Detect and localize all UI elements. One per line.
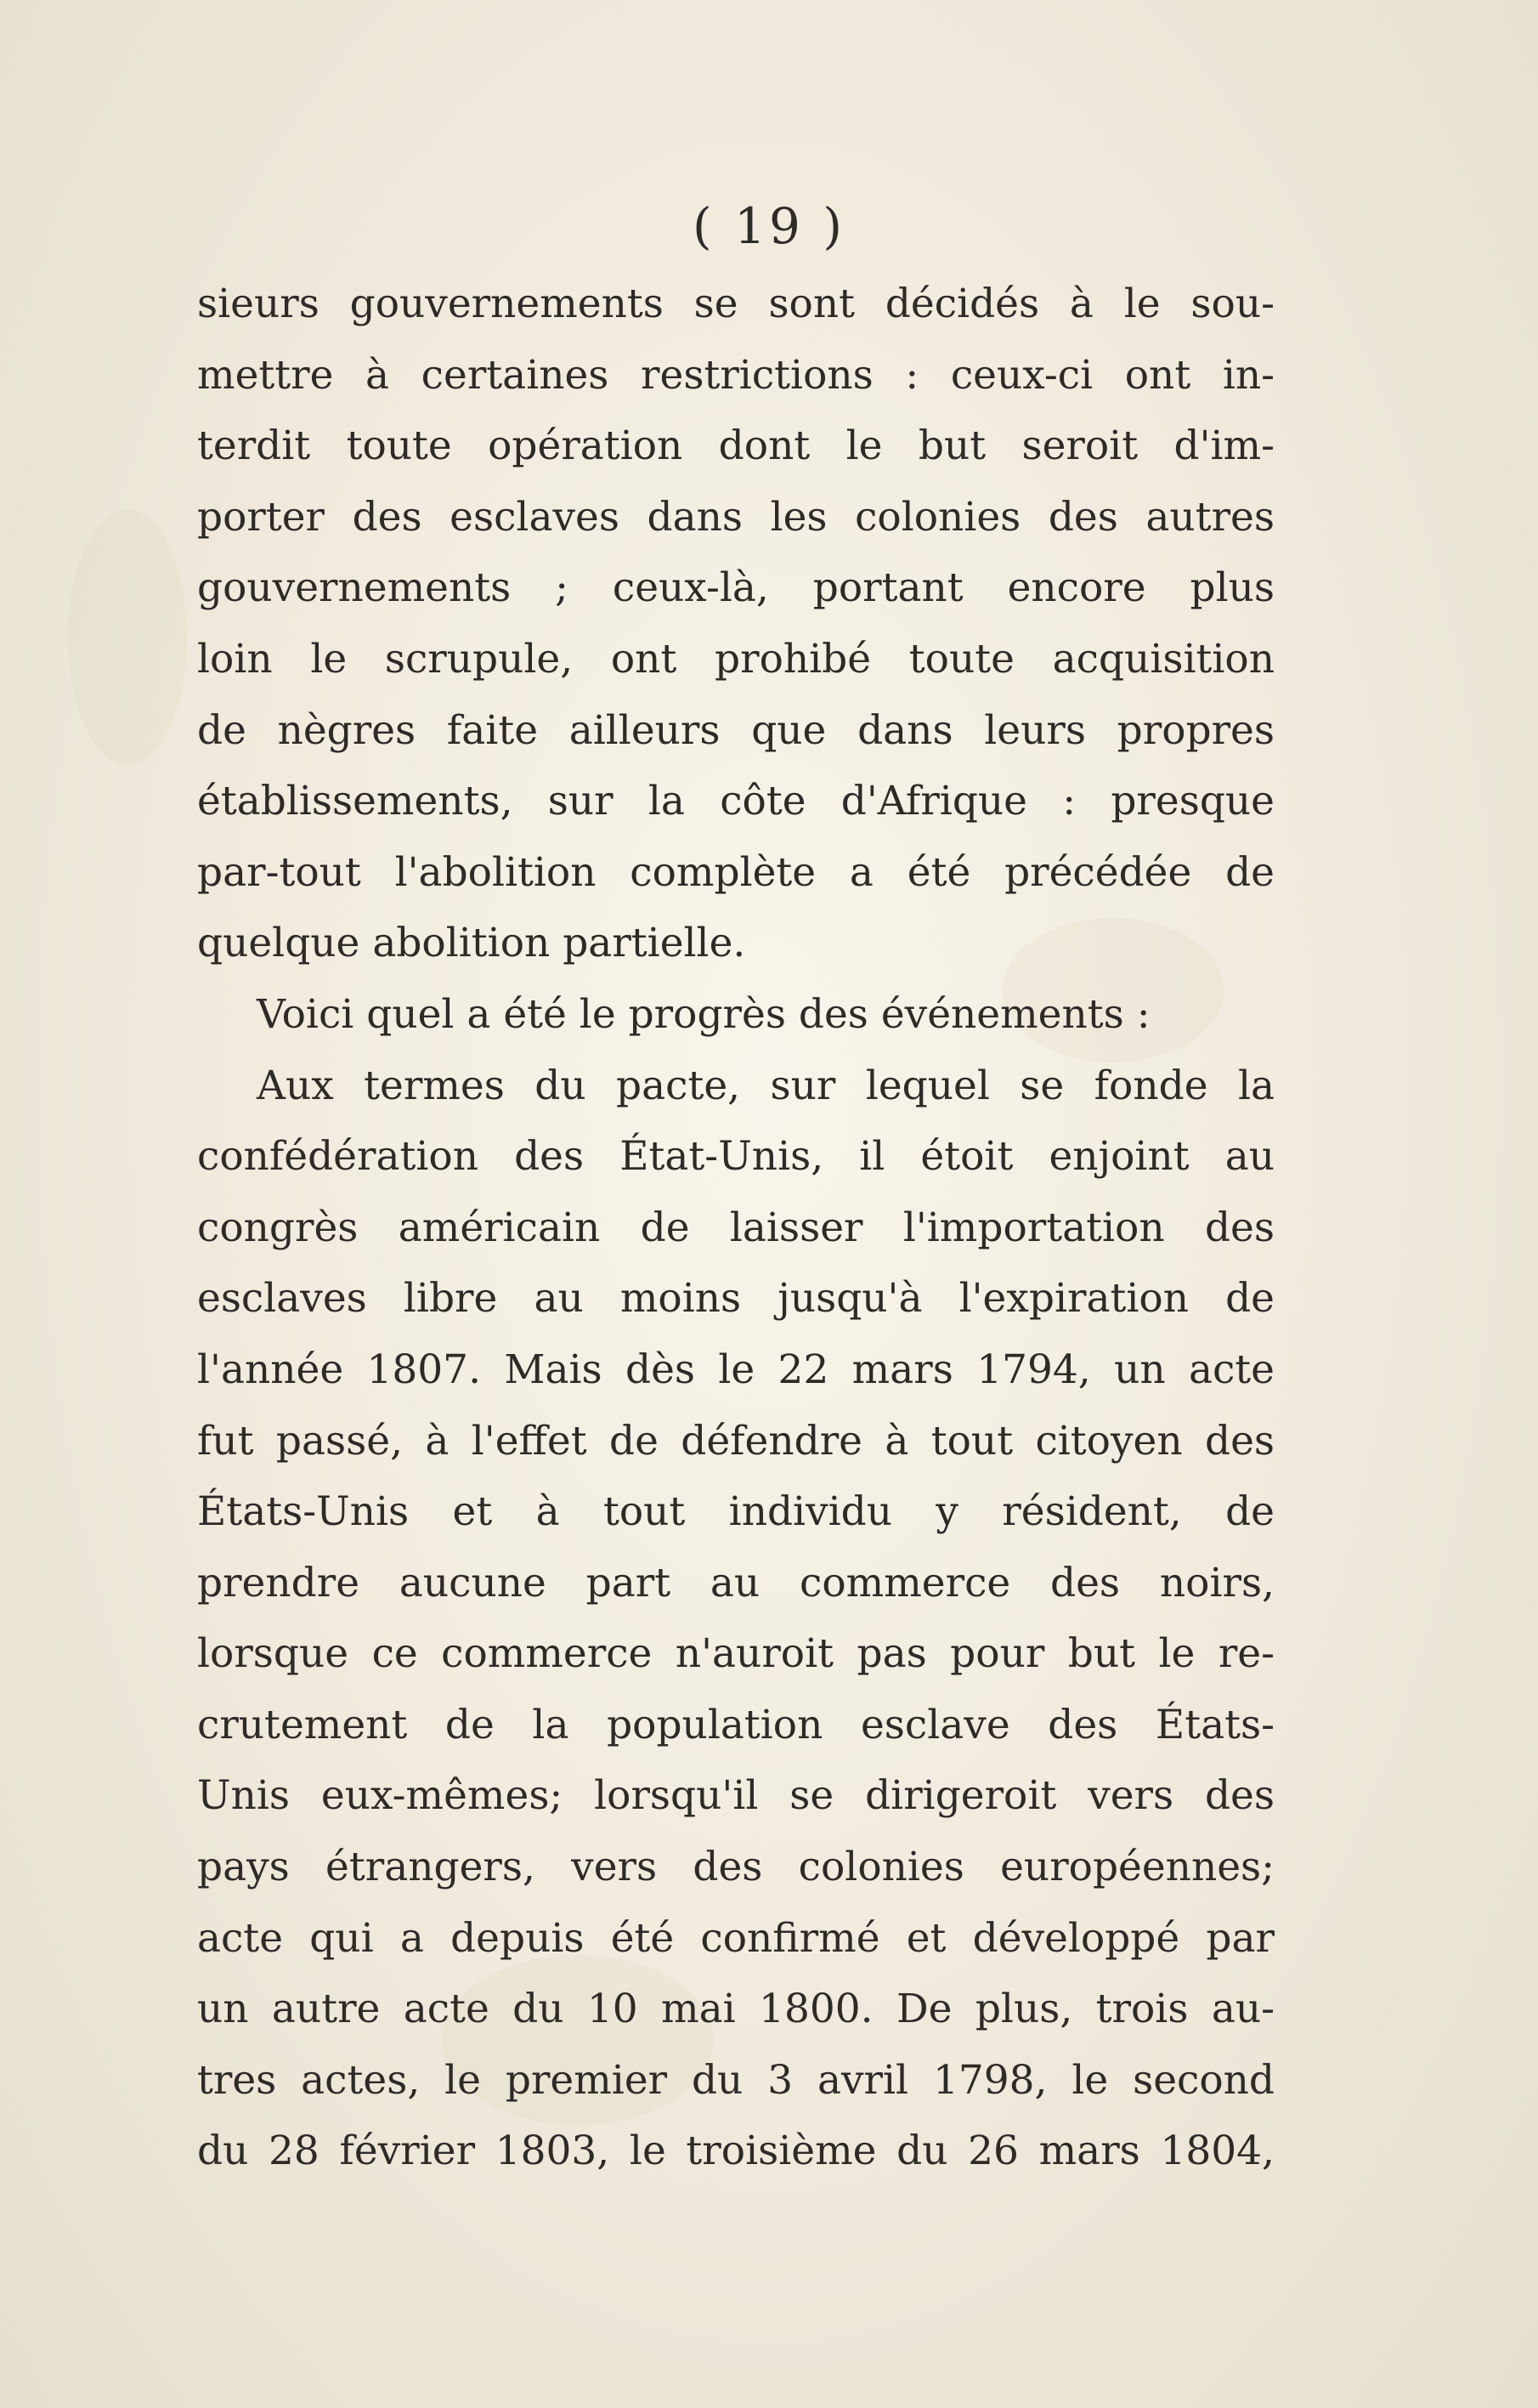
text-line: sieurs gouvernements se sont décidés à le sou- [197,280,1275,327]
text-line: esclaves libre au moins jusqu'à l'expiration de [197,1275,1275,1323]
text-line: confédération des État-Unis, il étoit enjoint au [197,1133,1275,1181]
text-line: gouvernements ; ceux-là, portant encore plus [197,564,1275,612]
text-line: Unis eux-mêmes; lorsqu'il se dirigeroit vers des [197,1772,1275,1820]
text-line: du 28 février 1803, le troisième du 26 mars 1804, [197,2128,1275,2175]
text-line: prendre aucune part au commerce des noirs, [197,1559,1275,1606]
text-line: l'année 1807. Mais dès le 22 mars 1794, un acte [197,1346,1275,1393]
text-line: de nègres faite ailleurs que dans leurs propres [197,706,1275,754]
text-line: pays étrangers, vers des colonies européennes; [197,1844,1275,1891]
text-line: Aux termes du pacte, sur lequel se fonde la [257,1062,1275,1109]
text-line: congrès américain de laisser l'importation des [197,1204,1275,1251]
text-line: acte qui a depuis été confirmé et développé par [197,1914,1275,1962]
text-line: loin le scrupule, ont prohibé toute acquisition [197,635,1275,683]
text-line: crutement de la population esclave des États- [197,1701,1275,1748]
paper-stain [68,510,187,765]
text-line: terdit toute opération dont le but seroit d'im- [197,422,1275,470]
text-line: un autre acte du 10 mai 1800. De plus, trois au- [197,1986,1275,2033]
text-line: États-Unis et à tout individu y résident, de [197,1488,1275,1536]
text-line: fut passé, à l'effet de défendre à tout citoyen des [197,1417,1275,1465]
text-line: Voici quel a été le progrès des événements : [257,990,1151,1038]
text-line: mettre à certaines restrictions : ceux-ci ont in- [197,351,1275,399]
page-number: ( 19 ) [693,197,845,255]
text-line: tres actes, le premier du 3 avril 1798, le second [197,2056,1275,2104]
text-line: lorsque ce commerce n'auroit pas pour but le re- [197,1630,1275,1678]
text-line: porter des esclaves dans les colonies des autres [197,493,1275,541]
text-line: par-tout l'abolition complète a été précédée de [197,848,1275,896]
text-line: établissements, sur la côte d'Afrique : presque [197,778,1275,825]
text-line: quelque abolition partielle. [197,920,746,967]
body-text [197,269,1275,2187]
